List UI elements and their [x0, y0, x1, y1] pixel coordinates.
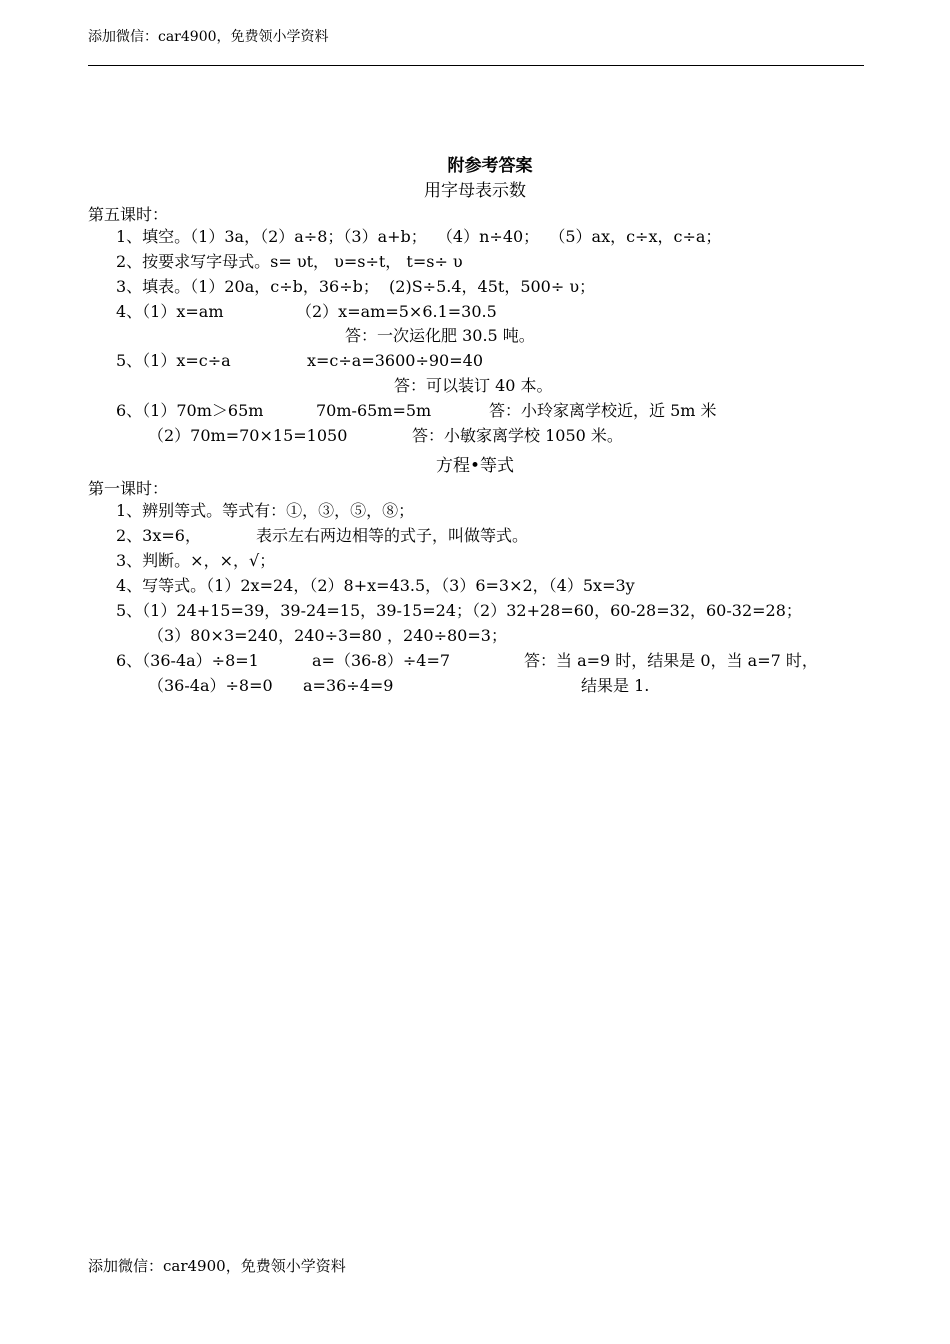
answer-line: 5、（1）x=c÷a: [116, 351, 231, 370]
answer-line: 3、判断。×，×，√；: [116, 551, 276, 570]
answer-line: 结果是 1.: [581, 676, 650, 695]
section-heading-letters: 用字母表示数: [424, 181, 526, 201]
answer-line: x=c÷a=3600÷90=40: [307, 351, 483, 370]
answer-line: 答：小玲家离学校近，近 5m 米: [489, 401, 717, 420]
answer-line: 4、写等式。（1）2x=24，（2）8+x=43.5，（3）6=3×2，（4）5x=3y: [116, 576, 635, 595]
section-heading-equations: 方程•等式: [435, 456, 515, 476]
answer-line: 答：可以装订 40 本。: [394, 376, 553, 395]
answer-line: 2、3x=6，: [116, 526, 201, 545]
answer-line: （2）70m=70×15=1050: [148, 426, 348, 445]
answer-line: 4、（1）x=am: [116, 302, 224, 321]
answer-line: 70m-65m=5m: [316, 401, 432, 420]
document-title: 附参考答案: [447, 156, 533, 176]
answer-line: 1、辨别等式。等式有：①，③，⑤，⑧；: [116, 501, 415, 520]
page-header-text: 添加微信：car4900，免费领小学资料: [88, 29, 329, 45]
answer-line: 3、填表。（1）20a，c÷b，36÷b； (2)S÷5.4，45t，500÷ υ；: [116, 277, 596, 296]
lesson-label-1: 第一课时：: [88, 479, 169, 498]
lesson-label-5: 第五课时：: [88, 205, 169, 224]
answer-line: 6、（36-4a）÷8=1: [116, 651, 259, 670]
answer-line: 表示左右两边相等的式子，叫做等式。: [256, 526, 529, 545]
answer-line: a=（36-8）÷4=7: [312, 651, 451, 670]
answer-line: 1、填空。（1）3a，（2）a÷8；（3）a+b； （4）n÷40； （5）ax，c÷x，c÷a；: [116, 227, 722, 246]
answer-line: a=36÷4=9: [303, 676, 394, 695]
answer-line: 答：当 a=9 时，结果是 0，当 a=7 时，: [524, 651, 818, 670]
answer-line: 2、按要求写字母式。s= υt， υ=s÷t， t=s÷ υ: [116, 252, 463, 271]
answer-line: （3）80×3=240，240÷3=80 ，240÷80=3；: [148, 626, 507, 645]
answer-line: （36-4a）÷8=0: [148, 676, 273, 695]
answer-line: 答：小敏家离学校 1050 米。: [412, 426, 623, 445]
answer-line: （2）x=am=5×6.1=30.5: [296, 302, 497, 321]
answer-line: 5、（1）24+15=39，39-24=15，39-15=24；（2）32+28=60，60-28=32，60-32=28；: [116, 601, 802, 620]
answer-line: 6、（1）70m＞65m: [116, 401, 264, 420]
answer-line: 答：一次运化肥 30.5 吨。: [345, 326, 535, 345]
page-footer-text: 添加微信：car4900，免费领小学资料: [88, 1257, 346, 1275]
header-divider: [88, 65, 864, 66]
